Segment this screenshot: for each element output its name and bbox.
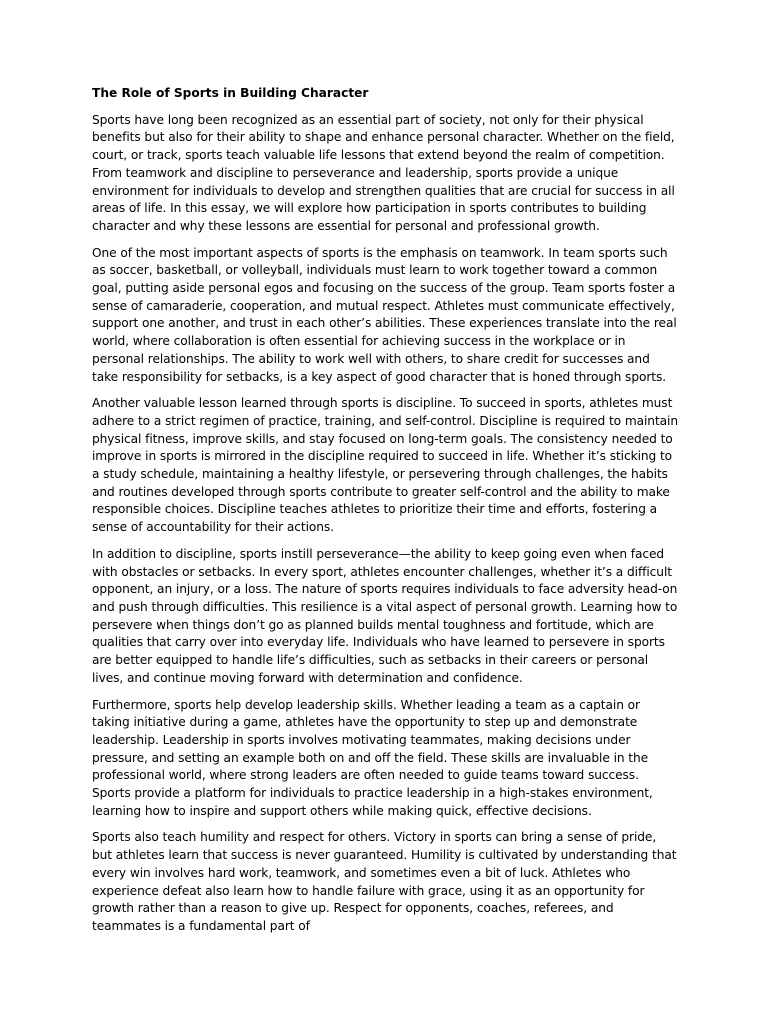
paragraph-teamwork: One of the most important aspects of sports is the emphasis on teamwork. In team sports such as soccer, basketball, or volleyball, individuals must learn to work together toward a common goal, putting aside personal egos and focusing on the success of the group. Team sports foster a sense of camaraderie, cooperation, and mutual respect. Athletes must communicate effectively, support one another, and trust in each other’s abilities. These experiences translate into the real world, where collaboration is often essential for achieving success in the workplace or in personal relationships. The ability to work well with others, to share credit for successes and take responsibility for setbacks, is a key aspect of good character that is honed through sports. <box>92 245 677 384</box>
document-page <box>92 85 678 945</box>
paragraph-discipline: Another valuable lesson learned through sports is discipline. To succeed in sports, athletes must adhere to a strict regimen of practice, training, and self-control. Discipline is required to maintain physical fitness, improve skills, and stay focused on long-term goals. The consistency needed to improve in sports is mirrored in the discipline required to succeed in life. Whether it’s sticking to a study schedule, maintaining a healthy lifestyle, or persevering through challenges, the habits and routines developed through sports contribute to greater self-control and the ability to make responsible choices. Discipline teaches athletes to prioritize their time and efforts, fostering a sense of accountability for their actions. <box>92 396 678 535</box>
paragraph-perseverance: In addition to discipline, sports instill perseverance—the ability to keep going even when faced with obstacles or setbacks. In every sport, athletes encounter challenges, whether it’s a difficult opponent, an injury, or a loss. The nature of sports requires individuals to face adversity head-on and push through difficulties. This resilience is a vital aspect of personal growth. Learning how to persevere when things don’t go as planned builds mental toughness and fortitude, which are qualities that carry over into everyday life. Individuals who have learned to persevere in sports are better equipped to handle life’s difficulties, such as setbacks in their careers or personal lives, and continue moving forward with determination and confidence. <box>92 546 678 685</box>
paragraph-leadership: Furthermore, sports help develop leadership skills. Whether leading a team as a captain or taking initiative during a game, athletes have the opportunity to step up and demonstrate leadership. Leadership in sports involves motivating teammates, making decisions under pressure, and setting an example both on and off the field. These skills are invaluable in the professional world, where strong leaders are often needed to guide teams toward success. Sports provide a platform for individuals to practice leadership in a high-stakes environment, learning how to inspire and support others while making quick, effective decisions. <box>92 697 653 818</box>
document-title: The Role of Sports in Building Character <box>92 86 369 100</box>
paragraph-humility: Sports also teach humility and respect for others. Victory in sports can bring a sense of pride, but athletes learn that success is never guaranteed. Humility is cultivated by understanding that every win involves hard work, teamwork, and sometimes even a bit of luck. Athletes who experience defeat also learn how to handle failure with grace, using it as an opportunity for growth rather than a reason to give up. Respect for opponents, coaches, referees, and teammates is a fundamental part of <box>92 830 677 933</box>
paragraph-intro: Sports have long been recognized as an essential part of society, not only for their physical benefits but also for their ability to shape and enhance personal character. Whether on the field, court, or track, sports teach valuable life lessons that extend beyond the realm of competition. From teamwork and discipline to perseverance and leadership, sports provide a unique environment for individuals to develop and strengthen qualities that are crucial for success in all areas of life. In this essay, we will explore how participation in sports contributes to building character and why these lessons are essential for personal and professional growth. <box>92 112 675 233</box>
